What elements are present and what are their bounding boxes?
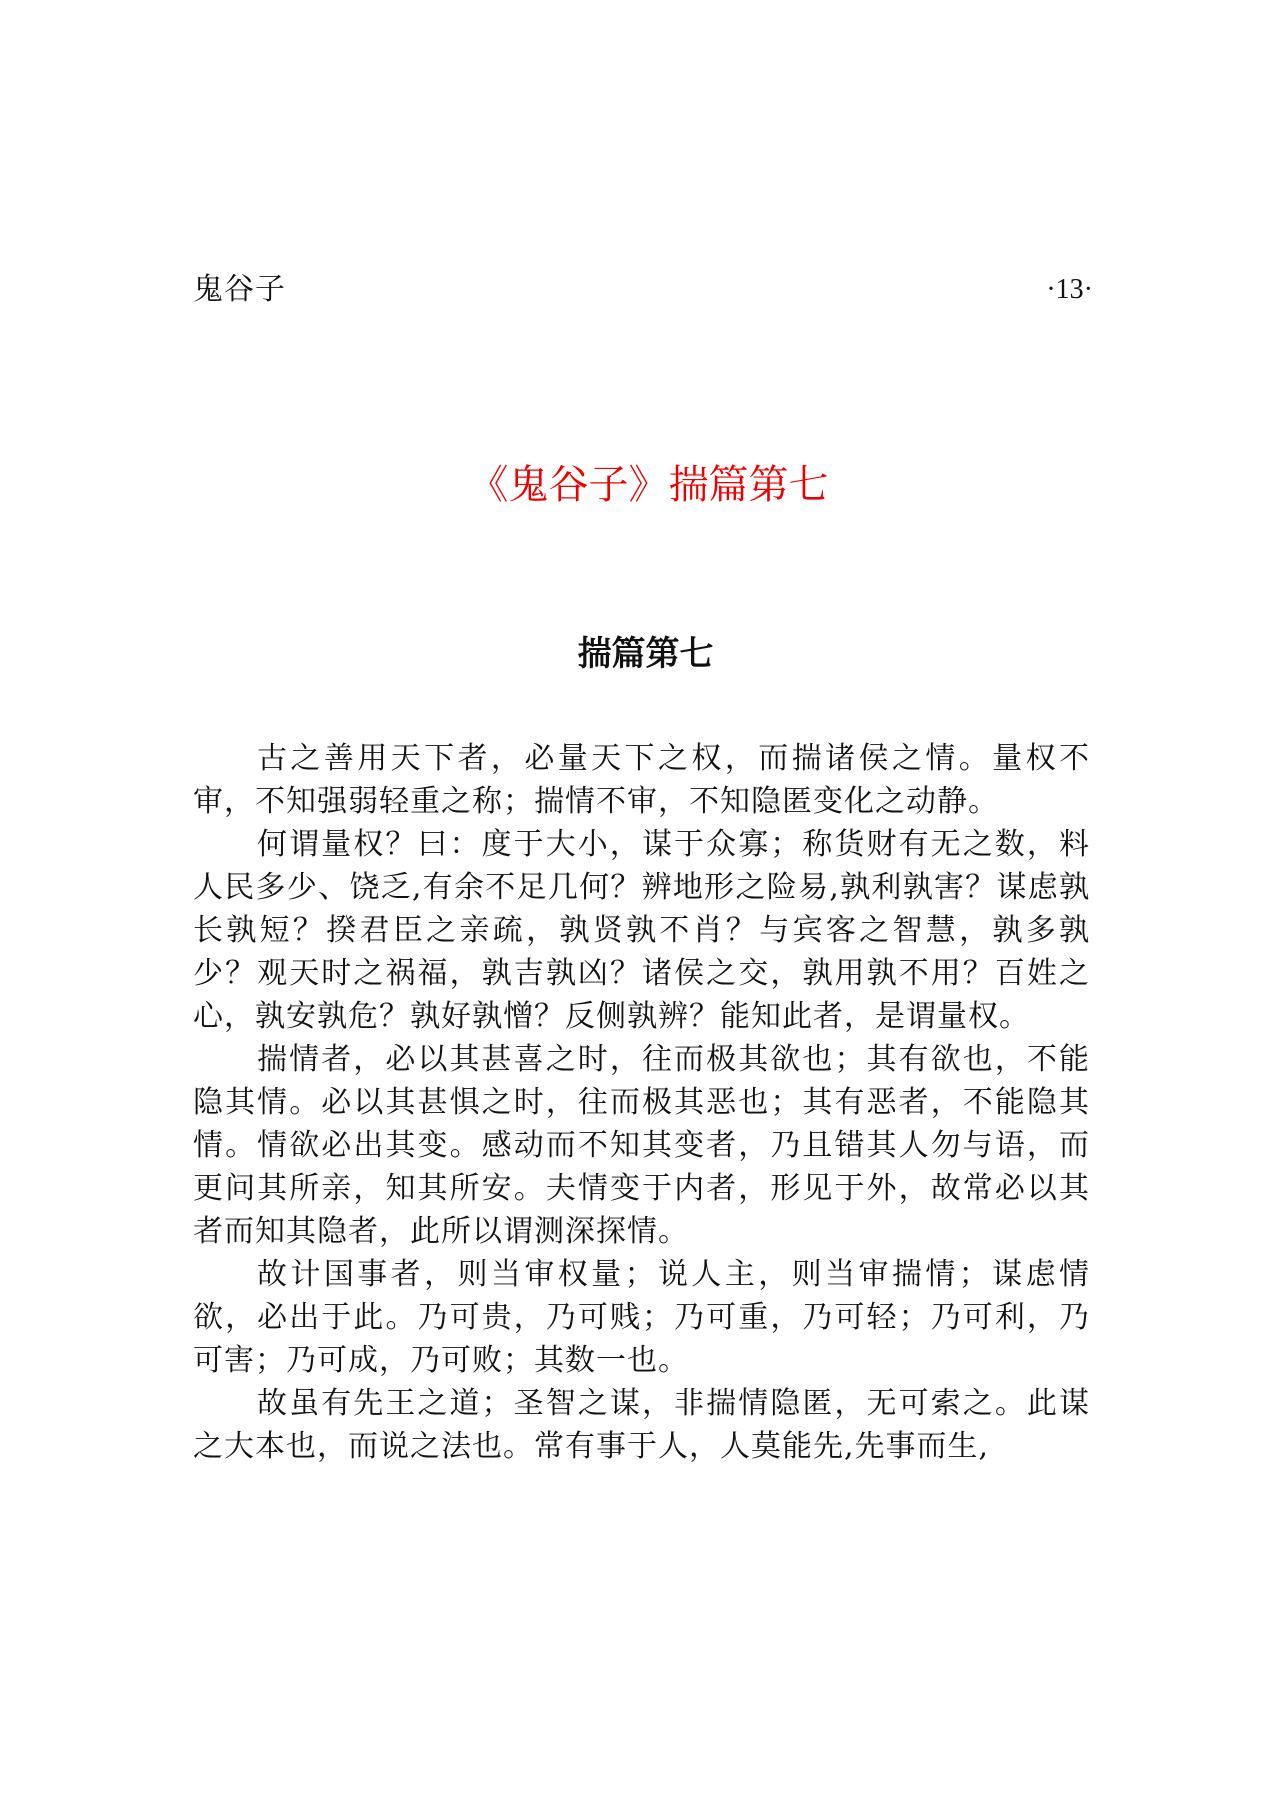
book-title: 鬼谷子 [193, 272, 286, 307]
chapter-heading: 《鬼谷子》揣篇第七 [468, 462, 829, 508]
paragraph: 故虽有先王之道；圣智之谋，非揣情隐匿，无可索之。此谋之大本也，而说之法也。常有事于人，人莫能先,先事而生, [193, 1386, 1090, 1464]
running-header [193, 268, 1093, 312]
section-title: 揣篇第七 [577, 634, 714, 674]
paragraph: 故计国事者，则当审权量；说人主，则当审揣情；谋虑情欲，必出于此。乃可贵，乃可贱；乃可重，乃可轻；乃可利，乃可害；乃可成，乃可败；其数一也。 [193, 1257, 1090, 1378]
page-number: ·13· [1046, 274, 1093, 305]
paragraph: 何谓量权？曰：度于大小，谋于众寡；称货财有无之数，料人民多少、饶乏,有余不足几何？辨地形之险易,孰利孰害？谋虑孰长孰短？揆君臣之亲疏，孰贤孰不肖？与宾客之智慧，孰多孰少？观天时之祸福，孰吉孰凶？诸侯之交，孰用孰不用？百姓之心，孰安孰危？孰好孰憎？反侧孰辨？能知此者，是谓量权。 [193, 827, 1090, 1034]
paragraph: 古之善用天下者，必量天下之权，而揣诸侯之情。量权不审，不知强弱轻重之称；揣情不审，不知隐匿变化之动静。 [193, 741, 1090, 819]
body-text [193, 737, 1090, 1468]
paragraph: 揣情者，必以其甚喜之时，往而极其欲也；其有欲也，不能隐其情。必以其甚惧之时，往而极其恶也；其有恶者，不能隐其情。情欲必出其变。感动而不知其变者，乃且错其人勿与语，而更问其所亲，知其所安。夫情变于内者，形见于外，故常必以其者而知其隐者，此所以谓测深探情。 [193, 1042, 1090, 1249]
